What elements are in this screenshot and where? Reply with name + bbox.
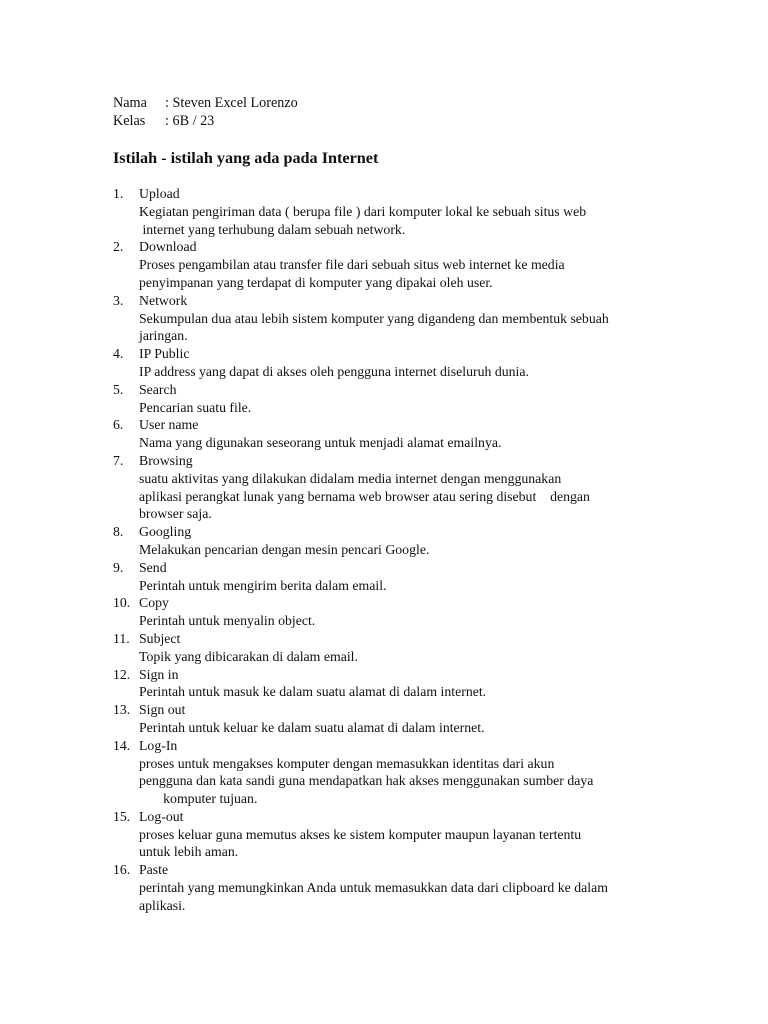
- term-item: [113, 861, 673, 914]
- term-definition-line: Kegiatan pengiriman data ( berupa file ) dari komputer lokal ke sebuah situs web: [139, 203, 587, 219]
- name-value: : Steven Excel Lorenzo: [165, 95, 298, 111]
- term-definition-line: penyimpanan yang terdapat di komputer yang dipakai oleh user.: [139, 274, 493, 290]
- term-item: [113, 630, 673, 666]
- term-definition-line: Pencarian suatu file.: [139, 399, 252, 415]
- term-definition-line: Nama yang digunakan seseorang untuk menjadi alamat emailnya.: [139, 435, 502, 451]
- term-item: [113, 292, 673, 345]
- term-item: [113, 416, 673, 452]
- term-definition-line: Perintah untuk menyalin object.: [139, 613, 316, 629]
- term-definition-line: perintah yang memungkinkan Anda untuk memasukkan data dari clipboard ke dalam: [139, 880, 608, 896]
- term-definition: [139, 755, 673, 808]
- term-definition-line: suatu aktivitas yang dilakukan didalam media internet dengan menggunakan: [139, 470, 562, 486]
- document-title: Istilah - istilah yang ada pada Internet: [113, 149, 379, 167]
- term-item: [113, 594, 673, 630]
- class-value: : 6B / 23: [165, 113, 215, 129]
- student-info: [113, 94, 298, 130]
- term-definition-line: Proses pengambilan atau transfer file dari sebuah situs web internet ke media: [139, 257, 565, 273]
- term-number: 8.: [113, 524, 124, 540]
- term-definition-line: Perintah untuk mengirim berita dalam email.: [139, 577, 387, 593]
- term-item: [113, 238, 673, 291]
- term-number: 2.: [113, 239, 124, 255]
- term-number: 1.: [113, 186, 124, 201]
- term-name: Network: [139, 292, 188, 308]
- term-definition-line: Perintah untuk keluar ke dalam suatu alamat di dalam internet.: [139, 719, 485, 735]
- term-number: 4.: [113, 346, 124, 362]
- term-definition: [139, 683, 673, 701]
- term-item: [113, 666, 673, 702]
- term-definition: [139, 879, 673, 915]
- term-name: User name: [139, 417, 199, 433]
- term-name: Log-out: [139, 808, 184, 824]
- term-name: Paste: [139, 862, 169, 878]
- term-number: 14.: [113, 737, 131, 753]
- term-definition-line: Perintah untuk masuk ke dalam suatu alamat di dalam internet.: [139, 684, 487, 700]
- term-name: Browsing: [139, 452, 193, 468]
- term-definition-line: untuk lebih aman.: [139, 844, 239, 860]
- term-definition-line: internet yang terhubung dalam sebuah network.: [139, 221, 406, 237]
- name-label: Nama: [113, 95, 147, 111]
- term-name: Download: [139, 239, 197, 255]
- term-number: 3.: [113, 292, 124, 308]
- term-name: Search: [139, 381, 177, 397]
- term-definition-line: proses untuk mengakses komputer dengan memasukkan identitas dari akun: [139, 755, 555, 771]
- class-row: [113, 112, 298, 130]
- term-definition-line: proses keluar guna memutus akses ke sistem komputer maupun layanan tertentu: [139, 826, 582, 842]
- term-definition: [139, 399, 673, 417]
- term-number: 7.: [113, 452, 124, 468]
- term-name: Upload: [139, 186, 180, 201]
- term-item: [113, 808, 673, 861]
- term-definition: [139, 541, 673, 559]
- term-definition: [139, 363, 673, 381]
- term-number: 13.: [113, 702, 131, 718]
- term-list: [113, 185, 673, 915]
- term-definition: [139, 256, 673, 292]
- term-number: 5.: [113, 381, 124, 397]
- term-name: Send: [139, 559, 167, 575]
- term-name: Copy: [139, 595, 169, 611]
- term-definition-line: Melakukan pencarian dengan mesin pencari Google.: [139, 541, 430, 557]
- term-definition: [139, 826, 673, 862]
- term-item: [113, 737, 673, 808]
- term-name: Sign in: [139, 666, 179, 682]
- term-name: IP Public: [139, 346, 190, 362]
- term-definition-line: aplikasi perangkat lunak yang bernama web browser atau sering disebut dengan: [139, 488, 590, 504]
- term-definition: [139, 434, 673, 452]
- term-number: 10.: [113, 595, 131, 611]
- term-definition: [139, 203, 673, 239]
- term-number: 6.: [113, 417, 124, 433]
- term-number: 12.: [113, 666, 131, 682]
- term-name: Subject: [139, 630, 181, 646]
- term-definition-line: aplikasi.: [139, 897, 186, 913]
- term-definition-line: IP address yang dapat di akses oleh pengguna internet diseluruh dunia.: [139, 363, 529, 379]
- term-name: Googling: [139, 524, 192, 540]
- term-item: [113, 381, 673, 417]
- term-definition: [139, 719, 673, 737]
- term-item: [113, 345, 673, 381]
- term-definition: [139, 612, 673, 630]
- term-definition: [139, 470, 673, 523]
- term-item: [113, 701, 673, 737]
- term-name: Sign out: [139, 702, 186, 718]
- term-definition: [139, 577, 673, 595]
- term-definition: [139, 648, 673, 666]
- term-item: [113, 523, 673, 559]
- term-definition-line: browser saja.: [139, 506, 212, 522]
- term-number: 11.: [113, 630, 130, 646]
- term-definition: [139, 310, 673, 346]
- term-item: [113, 185, 673, 238]
- term-number: 16.: [113, 862, 131, 878]
- term-item: [113, 452, 673, 523]
- term-definition-line: Sekumpulan dua atau lebih sistem komputer yang digandeng dan membentuk sebuah: [139, 310, 609, 326]
- term-definition-line: Topik yang dibicarakan di dalam email.: [139, 648, 358, 664]
- term-definition-line: komputer tujuan.: [139, 791, 258, 807]
- term-definition-line: jaringan.: [139, 328, 188, 344]
- class-label: Kelas: [113, 113, 146, 129]
- term-definition-line: pengguna dan kata sandi guna mendapatkan hak akses menggunakan sumber daya: [139, 773, 594, 789]
- term-number: 15.: [113, 808, 131, 824]
- term-item: [113, 559, 673, 595]
- name-row: [113, 94, 298, 112]
- term-number: 9.: [113, 559, 124, 575]
- term-name: Log-In: [139, 737, 178, 753]
